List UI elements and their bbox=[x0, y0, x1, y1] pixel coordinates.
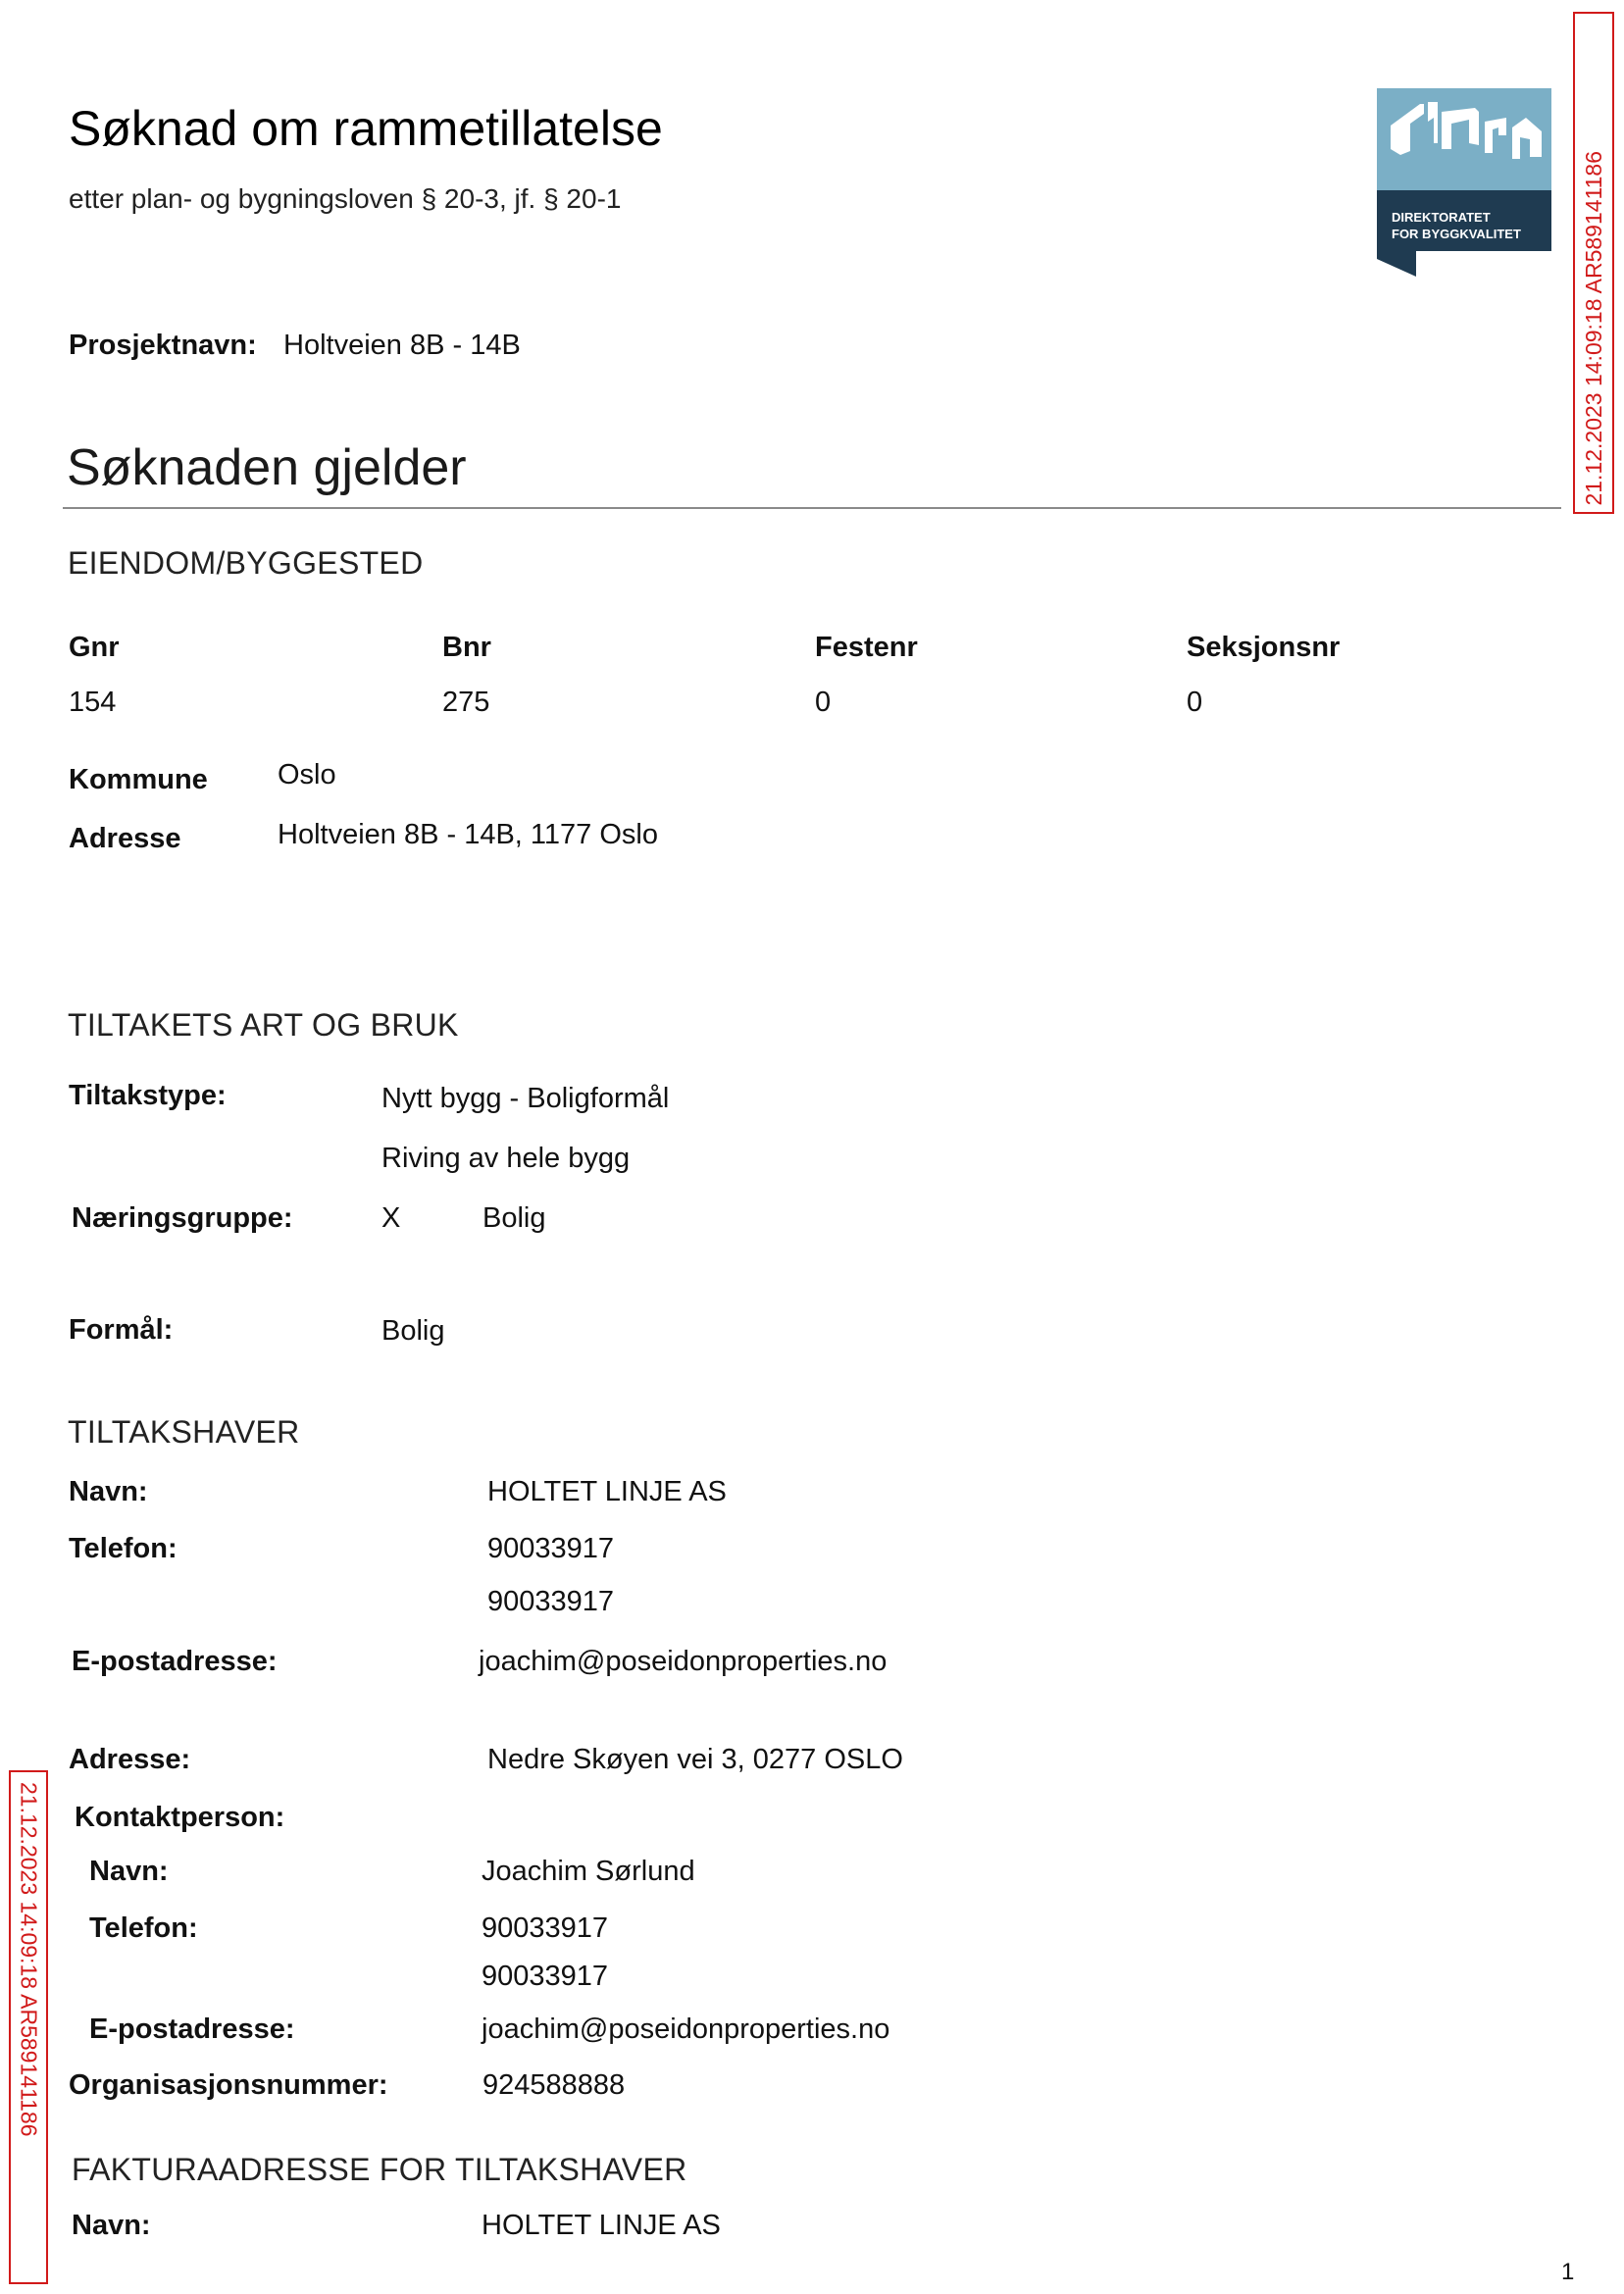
naeringsgruppe-label: Næringsgruppe: bbox=[72, 1202, 293, 1234]
owner-name-value: HOLTET LINJE AS bbox=[487, 1476, 727, 1507]
project-name-label: Prosjektnavn: bbox=[69, 330, 257, 361]
logo-text-line2: FOR BYGGKVALITET bbox=[1392, 227, 1521, 241]
owner-phone-label: Telefon: bbox=[69, 1533, 178, 1564]
orgnr-label: Organisasjonsnummer: bbox=[69, 2069, 388, 2101]
tiltakstype-value-2: Riving av hele bygg bbox=[381, 1143, 631, 1174]
seksjonsnr-label: Seksjonsnr bbox=[1187, 632, 1341, 663]
invoice-heading: FAKTURAADRESSE FOR TILTAKSHAVER bbox=[72, 2152, 687, 2187]
festenr-value: 0 bbox=[815, 687, 832, 718]
owner-name-label: Navn: bbox=[69, 1476, 148, 1507]
bnr-value: 275 bbox=[442, 687, 490, 718]
contact-name-label: Navn: bbox=[89, 1856, 169, 1887]
kommune-label: Kommune bbox=[69, 764, 208, 795]
gnr-value: 154 bbox=[69, 687, 117, 718]
invoice-name-label: Navn: bbox=[72, 2210, 151, 2241]
contact-phone-label: Telefon: bbox=[89, 1912, 198, 1944]
seksjonsnr-value: 0 bbox=[1187, 687, 1203, 718]
property-heading: EIENDOM/BYGGESTED bbox=[68, 545, 424, 581]
bnr-label: Bnr bbox=[442, 632, 491, 663]
measure-heading: TILTAKETS ART OG BRUK bbox=[68, 1007, 459, 1043]
tiltakstype-value-1: Nytt bygg - Boligformål bbox=[381, 1083, 670, 1114]
formal-value: Bolig bbox=[381, 1315, 445, 1347]
invoice-name-value: HOLTET LINJE AS bbox=[482, 2210, 721, 2241]
project-name-value: Holtveien 8B - 14B bbox=[283, 330, 521, 361]
formal-label: Formål: bbox=[69, 1314, 174, 1346]
contact-heading: Kontaktperson: bbox=[75, 1802, 285, 1833]
logo-flag-icon bbox=[1377, 251, 1416, 277]
owner-email-label: E-postadresse: bbox=[72, 1646, 278, 1677]
dibk-logo bbox=[1377, 88, 1551, 277]
festenr-label: Festenr bbox=[815, 632, 918, 663]
owner-phone-value-1: 90033917 bbox=[487, 1533, 615, 1564]
timestamp-stamp-left bbox=[9, 1770, 48, 2284]
orgnr-value: 924588888 bbox=[482, 2069, 626, 2101]
property-address-value: Holtveien 8B - 14B, 1177 Oslo bbox=[278, 819, 658, 850]
timestamp-stamp-right-text: 21.12.2023 14:09:18 AR589141186 bbox=[1580, 151, 1606, 506]
document-subtitle: etter plan- og bygningsloven § 20-3, jf. § 20-1 bbox=[69, 183, 622, 214]
owner-heading: TILTAKSHAVER bbox=[68, 1414, 300, 1450]
contact-phone-value-2: 90033917 bbox=[482, 1961, 609, 1992]
kommune-value: Oslo bbox=[278, 759, 336, 790]
gnr-label: Gnr bbox=[69, 632, 120, 663]
owner-phone-value-2: 90033917 bbox=[487, 1586, 615, 1617]
document-title: Søknad om rammetillatelse bbox=[69, 101, 663, 156]
timestamp-stamp-right bbox=[1573, 12, 1614, 514]
page-number: 1 bbox=[1561, 2259, 1575, 2285]
section-title: Søknaden gjelder bbox=[67, 439, 467, 496]
section-divider bbox=[63, 507, 1561, 509]
owner-email-value: joachim@poseidonproperties.no bbox=[479, 1646, 888, 1677]
tiltakstype-label: Tiltakstype: bbox=[69, 1080, 227, 1111]
contact-email-label: E-postadresse: bbox=[89, 2014, 295, 2045]
owner-address-value: Nedre Skøyen vei 3, 0277 OSLO bbox=[487, 1744, 903, 1775]
timestamp-stamp-left-text: 21.12.2023 14:09:18 AR589141186 bbox=[16, 1782, 42, 2137]
contact-phone-value-1: 90033917 bbox=[482, 1912, 609, 1944]
naeringsgruppe-value: Bolig bbox=[482, 1202, 546, 1234]
contact-name-value: Joachim Sørlund bbox=[482, 1856, 695, 1887]
naeringsgruppe-code: X bbox=[381, 1202, 401, 1234]
logo-text-line1: DIREKTORATET bbox=[1392, 210, 1491, 225]
property-address-label: Adresse bbox=[69, 823, 181, 854]
owner-address-label: Adresse: bbox=[69, 1744, 191, 1775]
contact-email-value: joachim@poseidonproperties.no bbox=[482, 2014, 890, 2045]
